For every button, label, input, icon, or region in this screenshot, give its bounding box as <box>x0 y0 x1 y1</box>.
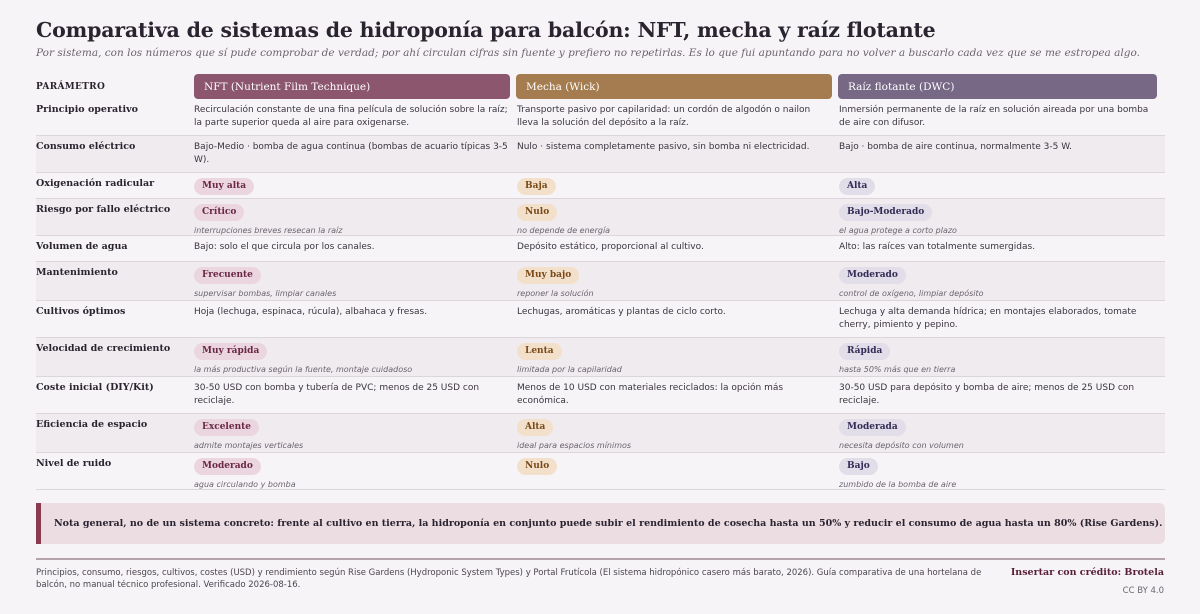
cell-text: Depósito estático, proporcional al cultivo. <box>517 242 704 252</box>
cell-nft <box>194 136 517 172</box>
cell-note: limitada por la capilaridad <box>517 365 622 374</box>
cell-nft <box>194 236 517 261</box>
cell-dwc <box>839 199 1165 235</box>
table-row <box>36 301 1165 338</box>
cell-note: ideal para espacios mínimos <box>517 441 632 450</box>
table-row <box>36 377 1165 414</box>
cell-note: agua circulando y bomba <box>194 480 296 489</box>
table-row <box>36 453 1165 490</box>
cell-text: 30-50 USD con bomba y tubería de PVC; menos de 25 USD con reciclaje. <box>194 383 480 406</box>
row-label: Principio operativo <box>36 104 138 115</box>
cell-dwc <box>839 338 1165 376</box>
row-label: Volumen de agua <box>36 241 128 252</box>
cell-nft <box>194 99 517 135</box>
cell-text: Bajo · bomba de aire continua, normalmente 3-5 W. <box>839 142 1072 152</box>
cell-text: Transporte pasivo por capilaridad: un cordón de algodón o nailon lleva la solución del depósito a la raíz. <box>517 105 811 128</box>
cell-note: necesita depósito con volumen <box>839 441 964 450</box>
table-row <box>36 136 1165 173</box>
cell-wick <box>517 236 839 261</box>
cell-nft <box>194 338 517 376</box>
cell-nft <box>194 173 517 198</box>
table-row <box>36 262 1165 301</box>
rating-badge: Moderado <box>194 458 261 475</box>
rating-badge: Nulo <box>517 458 557 475</box>
rating-badge: Baja <box>517 178 556 195</box>
table-row <box>36 173 1165 199</box>
cell-text: Nulo · sistema completamente pasivo, sin bomba ni electricidad. <box>517 142 810 152</box>
cell-text: Alto: las raíces van totalmente sumergidas. <box>839 242 1036 252</box>
rating-badge: Nulo <box>517 204 557 221</box>
rating-badge: Rápida <box>839 343 890 360</box>
cell-text: Inmersión permanente de la raíz en solución aireada por una bomba de aire con difusor. <box>839 105 1149 128</box>
table-row <box>36 414 1165 453</box>
rating-badge: Crítico <box>194 204 244 221</box>
header-dwc: Raíz flotante (DWC) <box>838 74 1157 99</box>
cell-dwc <box>839 173 1165 198</box>
cell-note: reponer la solución <box>517 289 594 298</box>
cell-note: supervisar bombas, limpiar canales <box>194 289 337 298</box>
cell-wick <box>517 377 839 413</box>
cell-nft <box>194 199 517 235</box>
cell-wick <box>517 338 839 376</box>
rating-badge: Muy rápida <box>194 343 267 360</box>
table-row <box>36 199 1165 236</box>
cell-note: zumbido de la bomba de aire <box>839 480 957 489</box>
row-label: Consumo eléctrico <box>36 141 136 152</box>
comparison-table <box>36 74 1165 490</box>
table-body <box>36 99 1165 490</box>
rating-badge: Muy bajo <box>517 267 579 284</box>
footer-divider <box>36 558 1165 560</box>
cell-note: admite montajes verticales <box>194 441 304 450</box>
footer-credit: Insertar con crédito: Brotela <box>1010 567 1164 578</box>
row-label: Riesgo por fallo eléctrico <box>36 204 171 215</box>
table-row <box>36 99 1165 136</box>
rating-badge: Alta <box>839 178 875 195</box>
page-title: Comparativa de sistemas de hidroponía para balcón: NFT, mecha y raíz flotante <box>36 18 936 42</box>
cell-wick <box>517 173 839 198</box>
cell-text: Recirculación constante de una fina película de solución sobre la raíz; la parte superior queda al aire para oxigenarse. <box>194 105 508 128</box>
rating-badge: Bajo-Moderado <box>839 204 932 221</box>
cell-wick <box>517 453 839 489</box>
table-row <box>36 338 1165 377</box>
cell-wick <box>517 301 839 337</box>
row-label: Nivel de ruido <box>36 458 112 469</box>
cell-note: no depende de energía <box>517 226 611 235</box>
cell-wick <box>517 199 839 235</box>
cell-nft <box>194 301 517 337</box>
footer-sources: Principios, consumo, riesgos, cultivos, costes (USD) y rendimiento según Rise Gardens (Hydroponic System Types) y Portal Frutícola (El sistema hidropónico casero más barato, 2026). Guía comparativa de una hortelana de balcón, no manual técnico profesional. Verificado 2026-08-16. <box>36 568 982 590</box>
rating-badge: Moderado <box>839 267 906 284</box>
cell-note: control de oxígeno, limpiar depósito <box>839 289 984 298</box>
general-note-callout: Nota general, no de un sistema concreto: frente al cultivo en tierra, la hidroponía en conjunto puede subir el rendimiento de cosecha hasta un 50% y reducir el consumo de agua hasta un 80% (Rise Gardens). <box>36 503 1165 544</box>
rating-badge: Moderada <box>839 419 906 436</box>
rating-badge: Alta <box>517 419 553 436</box>
cell-wick <box>517 414 839 452</box>
cell-note: hasta 50% más que en tierra <box>839 365 956 374</box>
cell-dwc <box>839 236 1165 261</box>
rating-badge: Muy alta <box>194 178 254 195</box>
footer-license: CC BY 4.0 <box>1122 586 1164 596</box>
cell-wick <box>517 136 839 172</box>
row-label: Eficiencia de espacio <box>36 419 148 430</box>
header-param: PARÁMETRO <box>36 81 106 92</box>
row-label: Oxigenación radicular <box>36 178 155 189</box>
cell-dwc <box>839 262 1165 300</box>
cell-dwc <box>839 136 1165 172</box>
cell-text: Lechuga y alta demanda hídrica; en montajes elaborados, tomate cherry, pimiento y pepino. <box>839 307 1137 330</box>
cell-dwc <box>839 453 1165 489</box>
rating-badge: Lenta <box>517 343 562 360</box>
cell-note: la más productiva según la fuente, montaje cuidadoso <box>194 365 413 374</box>
cell-wick <box>517 262 839 300</box>
cell-dwc <box>839 301 1165 337</box>
row-label: Cultivos óptimos <box>36 306 126 317</box>
rating-badge: Bajo <box>839 458 878 475</box>
header-nft: NFT (Nutrient Film Technique) <box>194 74 510 99</box>
cell-text: Hoja (lechuga, espinaca, rúcula), albahaca y fresas. <box>194 307 428 317</box>
cell-text: Lechugas, aromáticas y plantas de ciclo corto. <box>517 307 726 317</box>
table-row <box>36 236 1165 262</box>
rating-badge: Excelente <box>194 419 259 436</box>
cell-nft <box>194 453 517 489</box>
table-header-row <box>36 74 1165 99</box>
cell-wick <box>517 99 839 135</box>
cell-dwc <box>839 414 1165 452</box>
header-wick: Mecha (Wick) <box>516 74 832 99</box>
cell-text: Bajo: solo el que circula por los canales. <box>194 242 375 252</box>
cell-nft <box>194 414 517 452</box>
cell-nft <box>194 262 517 300</box>
rating-badge: Frecuente <box>194 267 261 284</box>
row-label: Mantenimiento <box>36 267 118 278</box>
cell-dwc <box>839 377 1165 413</box>
cell-nft <box>194 377 517 413</box>
page-subtitle: Por sistema, con los números que sí pude comprobar de verdad; por ahí circulan cifras sin fuente y prefiero no repetirlas. Es lo que fui apuntando para no volver a buscarlo cada vez que se me estropea algo. <box>36 47 1140 59</box>
cell-note: el agua protege a corto plazo <box>839 226 957 235</box>
row-label: Velocidad de crecimiento <box>36 343 171 354</box>
cell-text: Bajo-Medio · bomba de agua continua (bombas de acuario típicas 3-5 W). <box>194 142 508 165</box>
cell-note: interrupciones breves resecan la raíz <box>194 226 343 235</box>
cell-text: Menos de 10 USD con materiales reciclados: la opción más económica. <box>517 383 784 406</box>
cell-dwc <box>839 99 1165 135</box>
row-label: Coste inicial (DIY/Kit) <box>36 382 154 393</box>
cell-text: 30-50 USD para depósito y bomba de aire; menos de 25 USD con reciclaje. <box>839 383 1135 406</box>
